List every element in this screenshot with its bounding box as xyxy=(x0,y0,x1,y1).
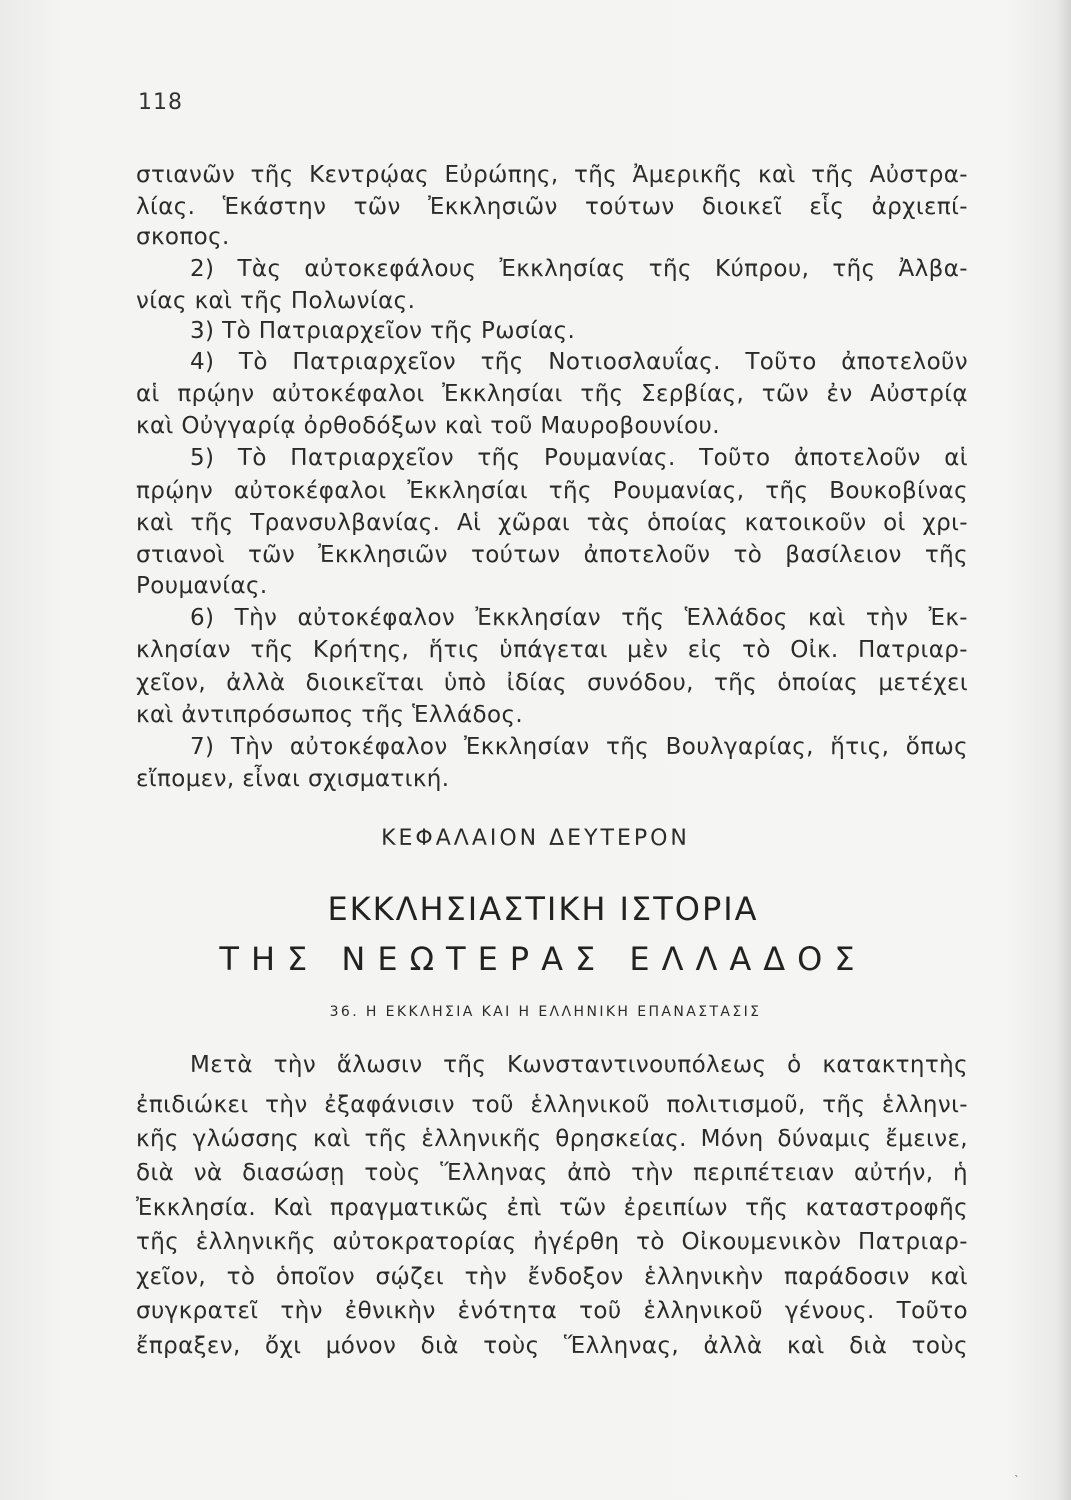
text-line: χεῖον, ἀλλὰ διοικεῖται ὑπὸ ἰδίας συνόδου, τῆς ὁποίας μετέχει xyxy=(136,670,968,696)
text-line: κλησίαν τῆς Κρήτης, ἥτις ὑπάγεται μὲν εἰς τὸ Οἰκ. Πατριαρ- xyxy=(136,637,968,663)
text-line: διὰ νὰ διασώσῃ τοὺς Ἕλληνας ἀπὸ τὴν περιπέτειαν αὐτήν, ἡ xyxy=(136,1160,968,1186)
text-line: στιανῶν τῆς Κεντρῴας Εὐρώπης, τῆς Ἀμερικῆς καὶ τῆς Αὐστρα- xyxy=(136,162,968,188)
text-line: 7) Τὴν αὐτοκέφαλον Ἐκκλησίαν τῆς Βουλγαρίας, ἥτις, ὅπως xyxy=(190,734,968,760)
text-line: καὶ τῆς Τρανσυλβανίας. Αἱ χῶραι τὰς ὁποίας κατοικοῦν οἱ χρι- xyxy=(136,510,968,536)
text-line: Ρουμανίας. xyxy=(136,573,268,599)
text-line: ἐπιδιώκει τὴν ἐξαφάνισιν τοῦ ἑλληνικοῦ πολιτισμοῦ, τῆς ἑλληνι- xyxy=(136,1092,968,1118)
text-line: 2) Τὰς αὐτοκεφάλους Ἐκκλησίας τῆς Κύπρου, τῆς Ἀλβα- xyxy=(190,256,968,282)
text-line: Ἐκκλησία. Καὶ πραγματικῶς ἐπὶ τῶν ἐρειπίων τῆς καταστροφῆς xyxy=(136,1195,968,1221)
text-line: ἔπραξεν, ὄχι μόνον διὰ τοὺς Ἕλληνας, ἀλλὰ καὶ διὰ τοὺς xyxy=(136,1333,968,1359)
text-line: πρῴην αὐτοκέφαλοι Ἐκκλησίαι τῆς Ρουμανίας, τῆς Βουκοβίνας xyxy=(136,478,968,504)
text-line: 3) Τὸ Πατριαρχεῖον τῆς Ρωσίας. xyxy=(190,318,576,344)
text-line: εἴπομεν, εἶναι σχισματική. xyxy=(136,766,450,792)
chapter-label: ΚΕΦΑΛΑΙΟΝ ΔΕΥΤΕΡΟΝ xyxy=(381,826,690,851)
text-line: συγκρατεῖ τὴν ἐθνικὴν ἑνότητα τοῦ ἑλληνικοῦ γένους. Τοῦτο xyxy=(136,1298,968,1324)
chapter-title-line1: ΕΚΚΛΗΣΙΑΣΤΙΚΗ ΙΣΤΟΡΙΑ xyxy=(327,890,759,928)
text-line: Μετὰ τὴν ἅλωσιν τῆς Κωνσταντινουπόλεως ὁ κατακτητὴς xyxy=(190,1052,968,1078)
text-line: αἱ πρῴην αὐτοκέφαλοι Ἐκκλησίαι τῆς Σερβίας, τῶν ἐν Αὐστρίᾳ xyxy=(136,381,968,407)
text-line: 6) Τὴν αὐτοκέφαλον Ἐκκλησίαν τῆς Ἑλλάδος καὶ τὴν Ἐκ- xyxy=(190,605,968,631)
text-line: τῆς ἑλληνικῆς αὐτοκρατορίας ἠγέρθη τὸ Οἰκουμενικὸν Πατριαρ- xyxy=(136,1229,968,1255)
text-line: καὶ Οὐγγαρίᾳ ὀρθοδόξων καὶ τοῦ Μαυροβουνίου. xyxy=(136,413,720,439)
text-line: κῆς γλώσσης καὶ τῆς ἑλληνικῆς θρησκείας. Μόνη δύναμις ἔμεινε, xyxy=(136,1126,968,1152)
page-edge-shadow xyxy=(1057,0,1071,1500)
text-line: νίας καὶ τῆς Πολωνίας. xyxy=(136,288,416,314)
scan-speck: ˴ xyxy=(1014,1467,1019,1483)
text-line: 4) Τὸ Πατριαρχεῖον τῆς Νοτιοσλαυΐας. Τοῦτο ἀποτελοῦν xyxy=(190,349,968,375)
chapter-title-line2: ΤΗΣ ΝΕΩΤΕΡΑΣ ΕΛΛΑΔΟΣ xyxy=(219,940,867,978)
text-line: λίας. Ἑκάστην τῶν Ἐκκλησιῶν τούτων διοικεῖ εἷς ἀρχιεπί- xyxy=(136,194,968,220)
text-line: στιανοὶ τῶν Ἐκκλησιῶν τούτων ἀποτελοῦν τὸ βασίλειον τῆς xyxy=(136,542,968,568)
page-number: 118 xyxy=(138,90,183,115)
section-heading: 36. Η ΕΚΚΛΗΣΙΑ ΚΑΙ Η ΕΛΛΗΝΙΚΗ ΕΠΑΝΑΣΤΑΣΙΣ xyxy=(329,1004,762,1020)
text-line: σκοπος. xyxy=(136,224,230,250)
text-line: χεῖον, τὸ ὁποῖον σῴζει τὴν ἔνδοξον ἑλληνικὴν παράδοσιν καὶ xyxy=(136,1264,968,1290)
text-line: καὶ ἀντιπρόσωπος τῆς Ἑλλάδος. xyxy=(136,702,524,728)
text-line: 5) Τὸ Πατριαρχεῖον τῆς Ρουμανίας. Τοῦτο ἀποτελοῦν αἱ xyxy=(190,445,968,471)
